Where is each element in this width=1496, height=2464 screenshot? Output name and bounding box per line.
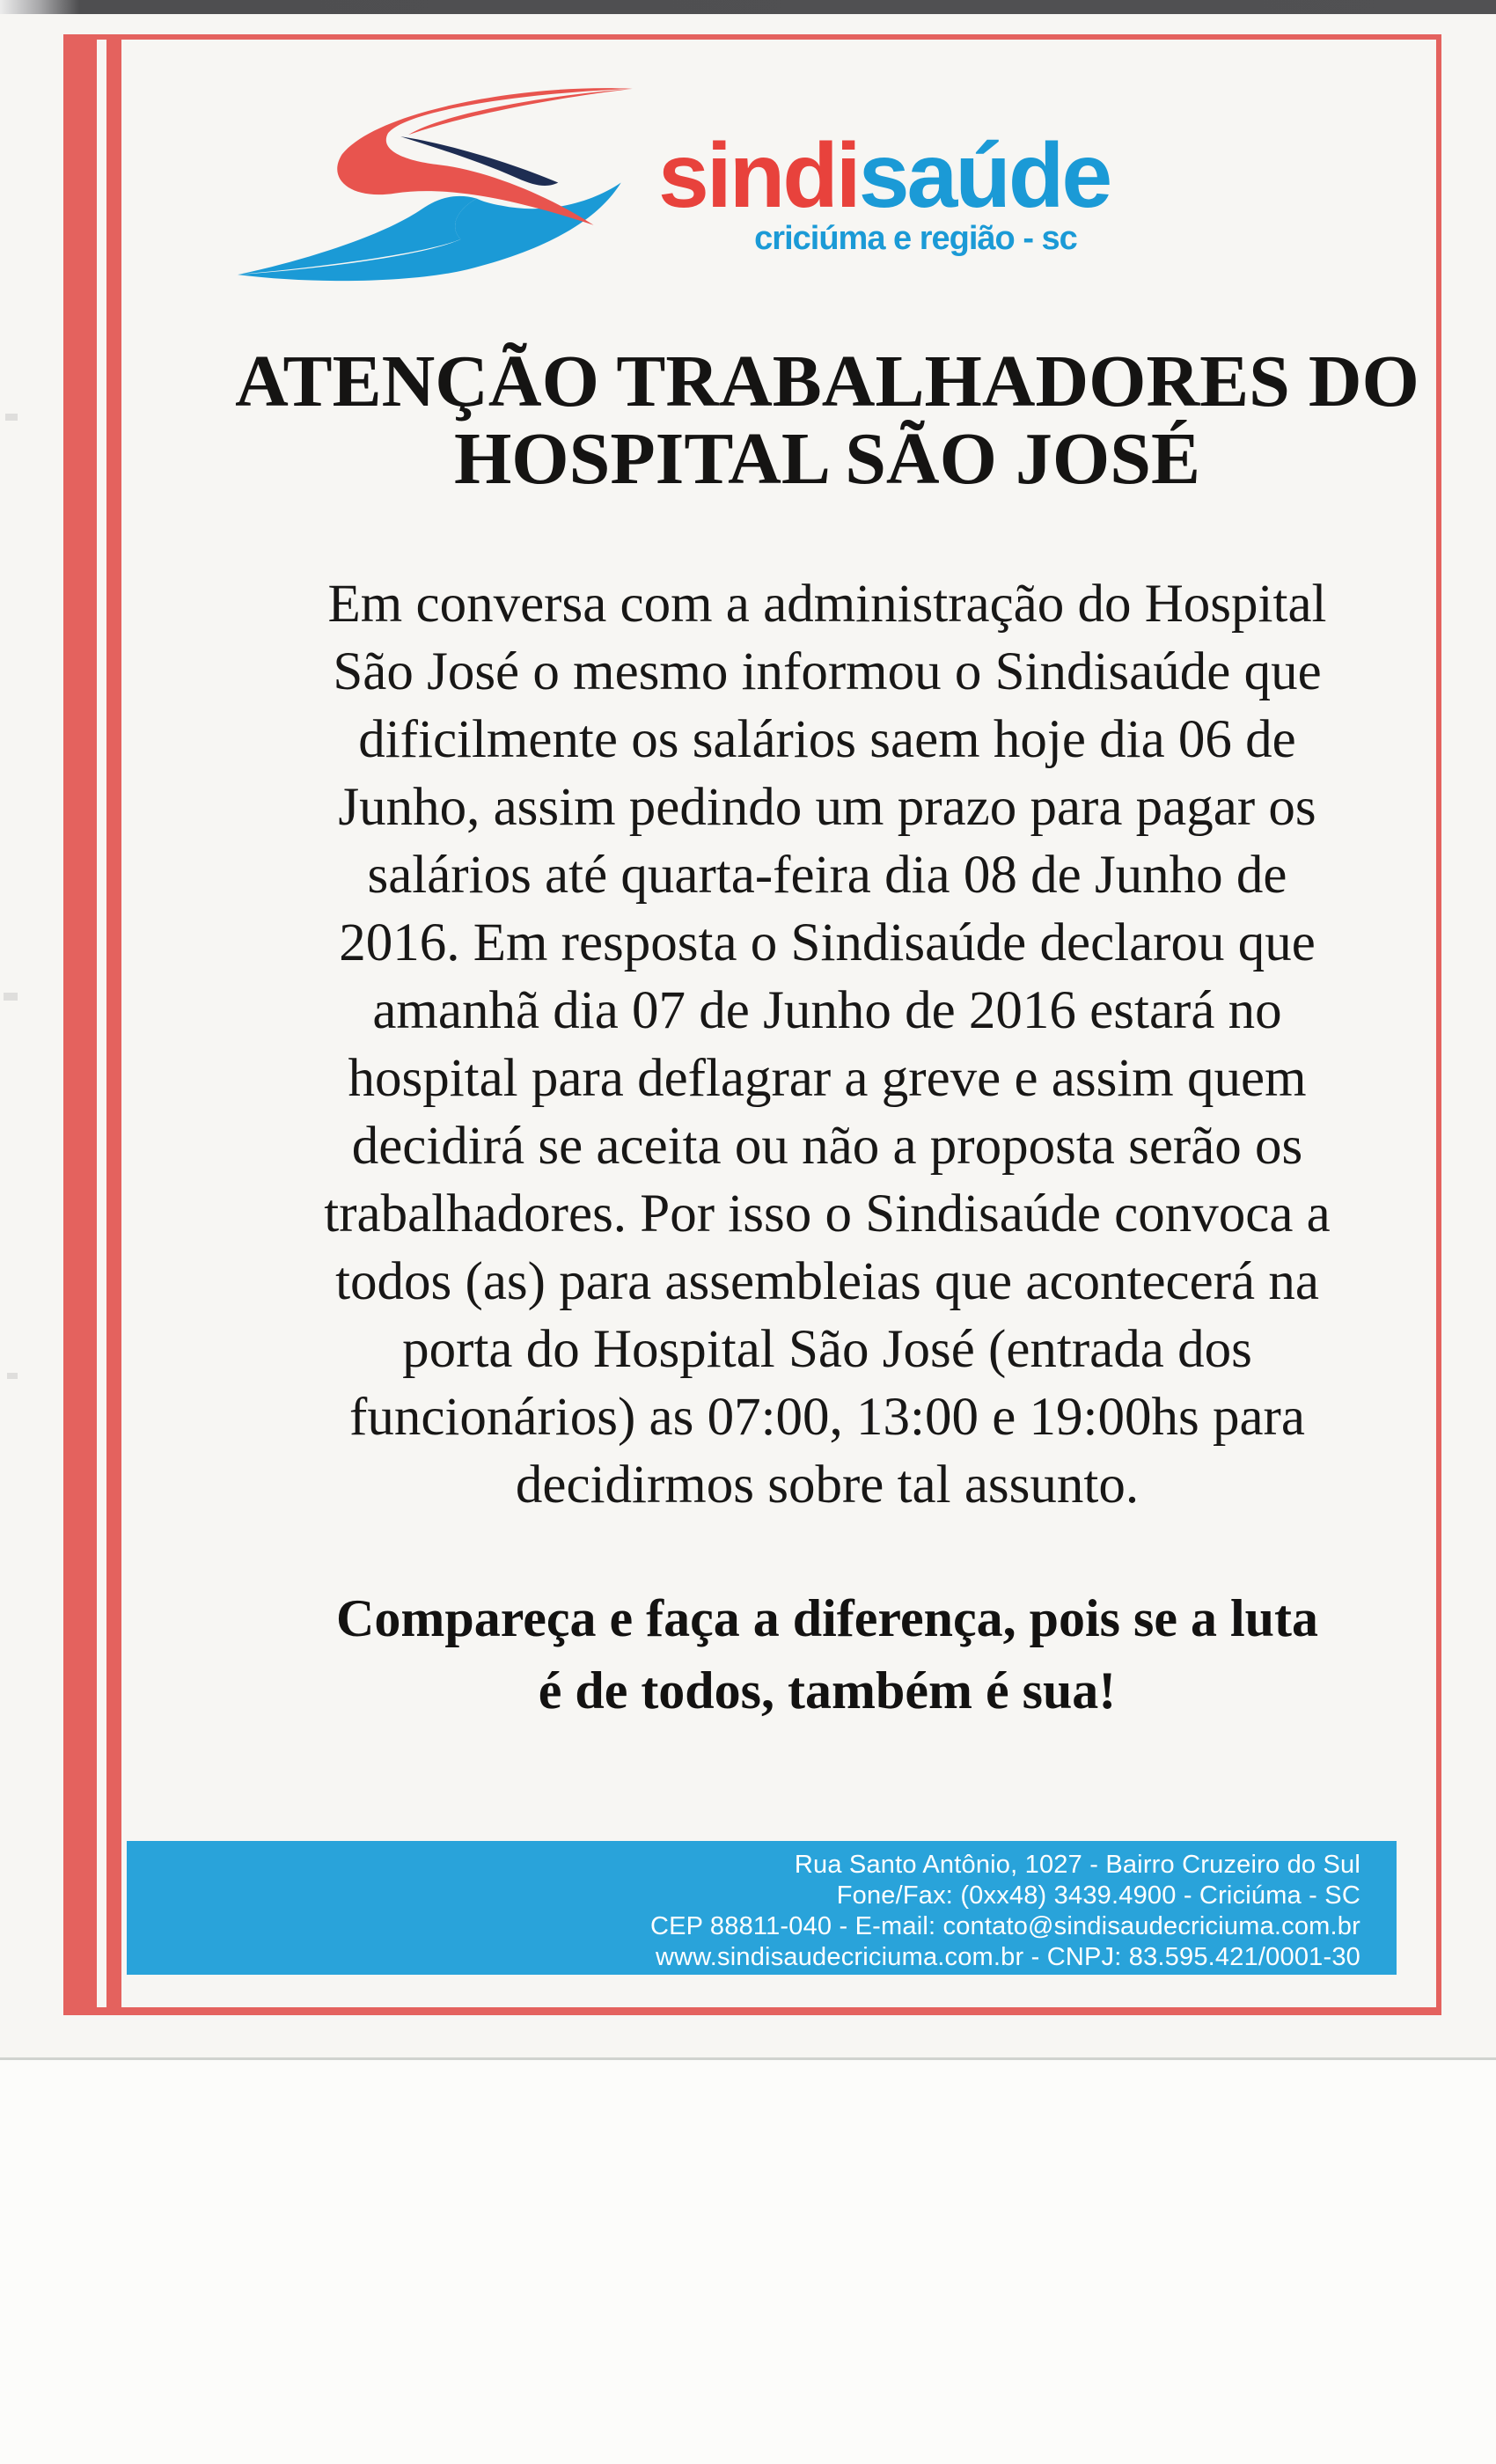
scan-artifact — [4, 993, 18, 1001]
logo-wordmark-saude: saúde — [858, 125, 1111, 227]
footer-line: CEP 88811-040 - E-mail: contato@sindisaudecriciuma.com.br — [649, 1912, 1360, 1940]
body-line: funcionários) as 07:00, 13:00 e 19:00hs para — [349, 1388, 1305, 1447]
body-line: dificilmente os salários saem hoje dia 06 de — [358, 710, 1296, 769]
frame-left-stripe-thin — [106, 34, 121, 2015]
logo-wordmark-sindi: sindi — [658, 125, 859, 227]
body-line: 2016. Em resposta o Sindisaúde declarou que — [339, 913, 1316, 972]
body-line: Em conversa com a administração do Hospital — [327, 575, 1327, 634]
body-line: hospital para deflagrar a greve e assim quem — [348, 1049, 1307, 1108]
scan-artifact — [5, 414, 18, 421]
body-line: porta do Hospital São José (entrada dos — [402, 1320, 1252, 1379]
body-line: decidirá se aceita ou não a proposta serão os — [351, 1117, 1303, 1176]
body-line: todos (as) para assembleias que acontecerá na — [335, 1252, 1319, 1311]
sindisaude-logo-icon — [236, 79, 665, 289]
closing-statement — [220, 1582, 1434, 1727]
body-line: trabalhadores. Por isso o Sindisaúde convoca a — [324, 1184, 1331, 1243]
footer-line: www.sindisaudecriciuma.com.br - CNPJ: 83.595.421/0001-30 — [655, 1943, 1360, 1971]
footer-line: Rua Santo Antônio, 1027 - Bairro Cruzeiro do Sul — [794, 1851, 1360, 1879]
page-title-line2: HOSPITAL SÃO JOSÉ — [453, 418, 1201, 500]
closing-line: Compareça e faça a diferença, pois se a luta — [336, 1589, 1318, 1647]
body-line: amanhã dia 07 de Junho de 2016 estará no — [372, 981, 1282, 1040]
frame-bottom-border — [63, 2007, 1441, 2015]
scanner-top-edge — [0, 0, 1496, 14]
logo-wordmark — [658, 125, 1274, 227]
logo-tagline: criciúma e região - sc — [754, 220, 1077, 257]
frame-right-border — [1436, 34, 1441, 2015]
page-title — [220, 343, 1434, 498]
scan-artifact — [7, 1373, 18, 1379]
frame-top-border — [63, 34, 1441, 40]
body-line: salários até quarta-feira dia 08 de Junho de — [367, 846, 1287, 905]
scanner-background — [0, 2060, 1496, 2464]
footer-contact-bar — [127, 1841, 1397, 1975]
body-line: São José o mesmo informou o Sindisaúde que — [333, 642, 1322, 701]
footer-line: Fone/Fax: (0xx48) 3439.4900 - Criciúma - SC — [836, 1881, 1360, 1910]
frame-left-stripe-thick — [63, 34, 97, 2015]
closing-line: é de todos, também é sua! — [538, 1661, 1117, 1720]
page-title-line1: ATENÇÃO TRABALHADORES DO — [235, 341, 1419, 422]
body-line: Junho, assim pedindo um prazo para pagar os — [338, 778, 1316, 837]
body-paragraph — [220, 570, 1434, 1519]
body-line: decidirmos sobre tal assunto. — [515, 1456, 1140, 1514]
